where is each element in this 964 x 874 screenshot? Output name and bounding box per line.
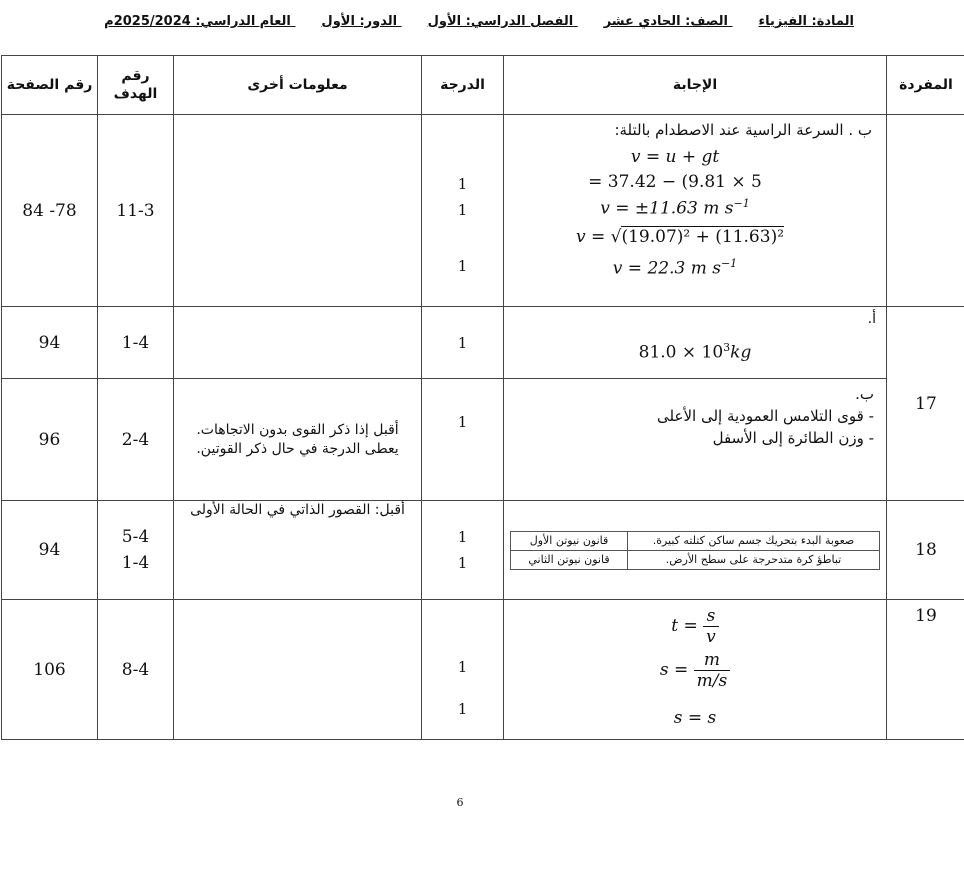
item-cell (887, 115, 964, 307)
col-mark: الدرجة (422, 56, 504, 115)
part-label: ب. (855, 385, 874, 403)
mark-cell (422, 600, 504, 740)
answer-line: - وزن الطائرة إلى الأسفل (712, 429, 874, 447)
equation: v = ±11.63 m $s^{-1}$ (600, 197, 750, 219)
law-text: قانون نيوتن الثاني (511, 550, 628, 569)
mark-value: 1 (457, 528, 468, 546)
equation: v = u + gt (630, 147, 720, 167)
round-label: الدور: الأول (321, 14, 398, 29)
col-goal: رقم الهدف (98, 56, 174, 115)
goal-value: 5-4 (121, 527, 150, 547)
goal-cell (98, 501, 174, 600)
answer-cell (504, 501, 887, 600)
col-other: معلومات أخرى (174, 56, 422, 115)
semester-label: الفصل الدراسي: الأول (427, 14, 574, 29)
note-line: أقبل إذا ذكر القوى بدون الاتجاهات. (196, 421, 399, 438)
mark-value: 1 (457, 201, 468, 219)
equation: s = $\frac{m}{m/s}$ (504, 650, 886, 691)
item-number: 18 (887, 501, 964, 600)
mark-cell (422, 501, 504, 600)
other-cell (174, 307, 422, 379)
page-cell: 94 (2, 307, 98, 379)
equation: t = $\frac{s}{v}$ (504, 606, 886, 647)
col-page: رقم الصفحة (2, 56, 98, 115)
mark-cell: 1 (422, 379, 504, 501)
page-cell: 94 (2, 501, 98, 600)
mark-value: 1 (457, 257, 468, 275)
grade-label: الصف: الحادي عشر (603, 14, 728, 29)
table-row (2, 501, 964, 600)
law-text: قانون نيوتن الأول (511, 531, 628, 550)
mark-value: 1 (457, 554, 468, 572)
answer-cell (504, 600, 887, 740)
mark-value: 1 (457, 658, 468, 676)
goal-cell: 11-3 (98, 115, 174, 307)
table-header-row (2, 56, 964, 115)
page-cell: 84 -78 (2, 115, 98, 307)
subject-label: المادة: الفيزياء (758, 14, 854, 29)
table-row (2, 115, 964, 307)
equation: v = 22.3 m $s^{-1}$ (612, 257, 738, 279)
newton-law-table (510, 531, 880, 570)
equation: s = s (673, 708, 717, 728)
answer-key-table (1, 55, 964, 740)
page-cell: 106 (2, 600, 98, 740)
year-label: العام الدراسي: 2025/2024م (104, 14, 291, 29)
other-cell (174, 115, 422, 307)
answer-cell (504, 379, 887, 501)
note-line: يعطى الدرجة في حال ذكر القوتين. (196, 440, 399, 457)
mark-cell: 1 (422, 307, 504, 379)
goal-value: 1-4 (121, 553, 150, 573)
equation: = 37.42 − (9.81 × 5 (588, 172, 762, 192)
col-answer: الإجابة (504, 56, 887, 115)
other-cell (174, 600, 422, 740)
case-text: تباطؤ كرة متدحرجة على سطح الأرض. (628, 550, 880, 569)
mark-value: 1 (457, 700, 468, 718)
answer-line: - قوى التلامس العمودية إلى الأعلى (657, 407, 874, 425)
goal-cell: 2-4 (98, 379, 174, 501)
table-row (2, 600, 964, 740)
table-row (2, 379, 964, 501)
page-cell: 96 (2, 379, 98, 501)
goal-cell: 1-4 (98, 307, 174, 379)
other-cell (174, 379, 422, 501)
exam-header (60, 14, 854, 36)
answer-cell (504, 307, 887, 379)
part-label: أ. (867, 311, 876, 327)
page-number: 6 (456, 796, 464, 809)
item-number: 17 (887, 307, 964, 501)
mark-value: 1 (457, 175, 468, 193)
case-text: صعوبة البدء بتحريك جسم ساكن كتلته كبيرة. (628, 531, 880, 550)
answer-cell (504, 115, 887, 307)
col-item: المفردة (887, 56, 964, 115)
answer-intro: ب . السرعة الراسية عند الاصطدام بالتلة: (614, 121, 872, 139)
table-row (2, 307, 964, 379)
goal-cell: 8-4 (98, 600, 174, 740)
mass-answer: $81.0 \times 10^3kg$ (638, 341, 752, 363)
item-number: 19 (887, 600, 964, 740)
other-cell: أقبل: القصور الذاتي في الحالة الأولى (174, 501, 422, 600)
equation: v = √(19.07)² + (11.63)² (575, 227, 785, 247)
